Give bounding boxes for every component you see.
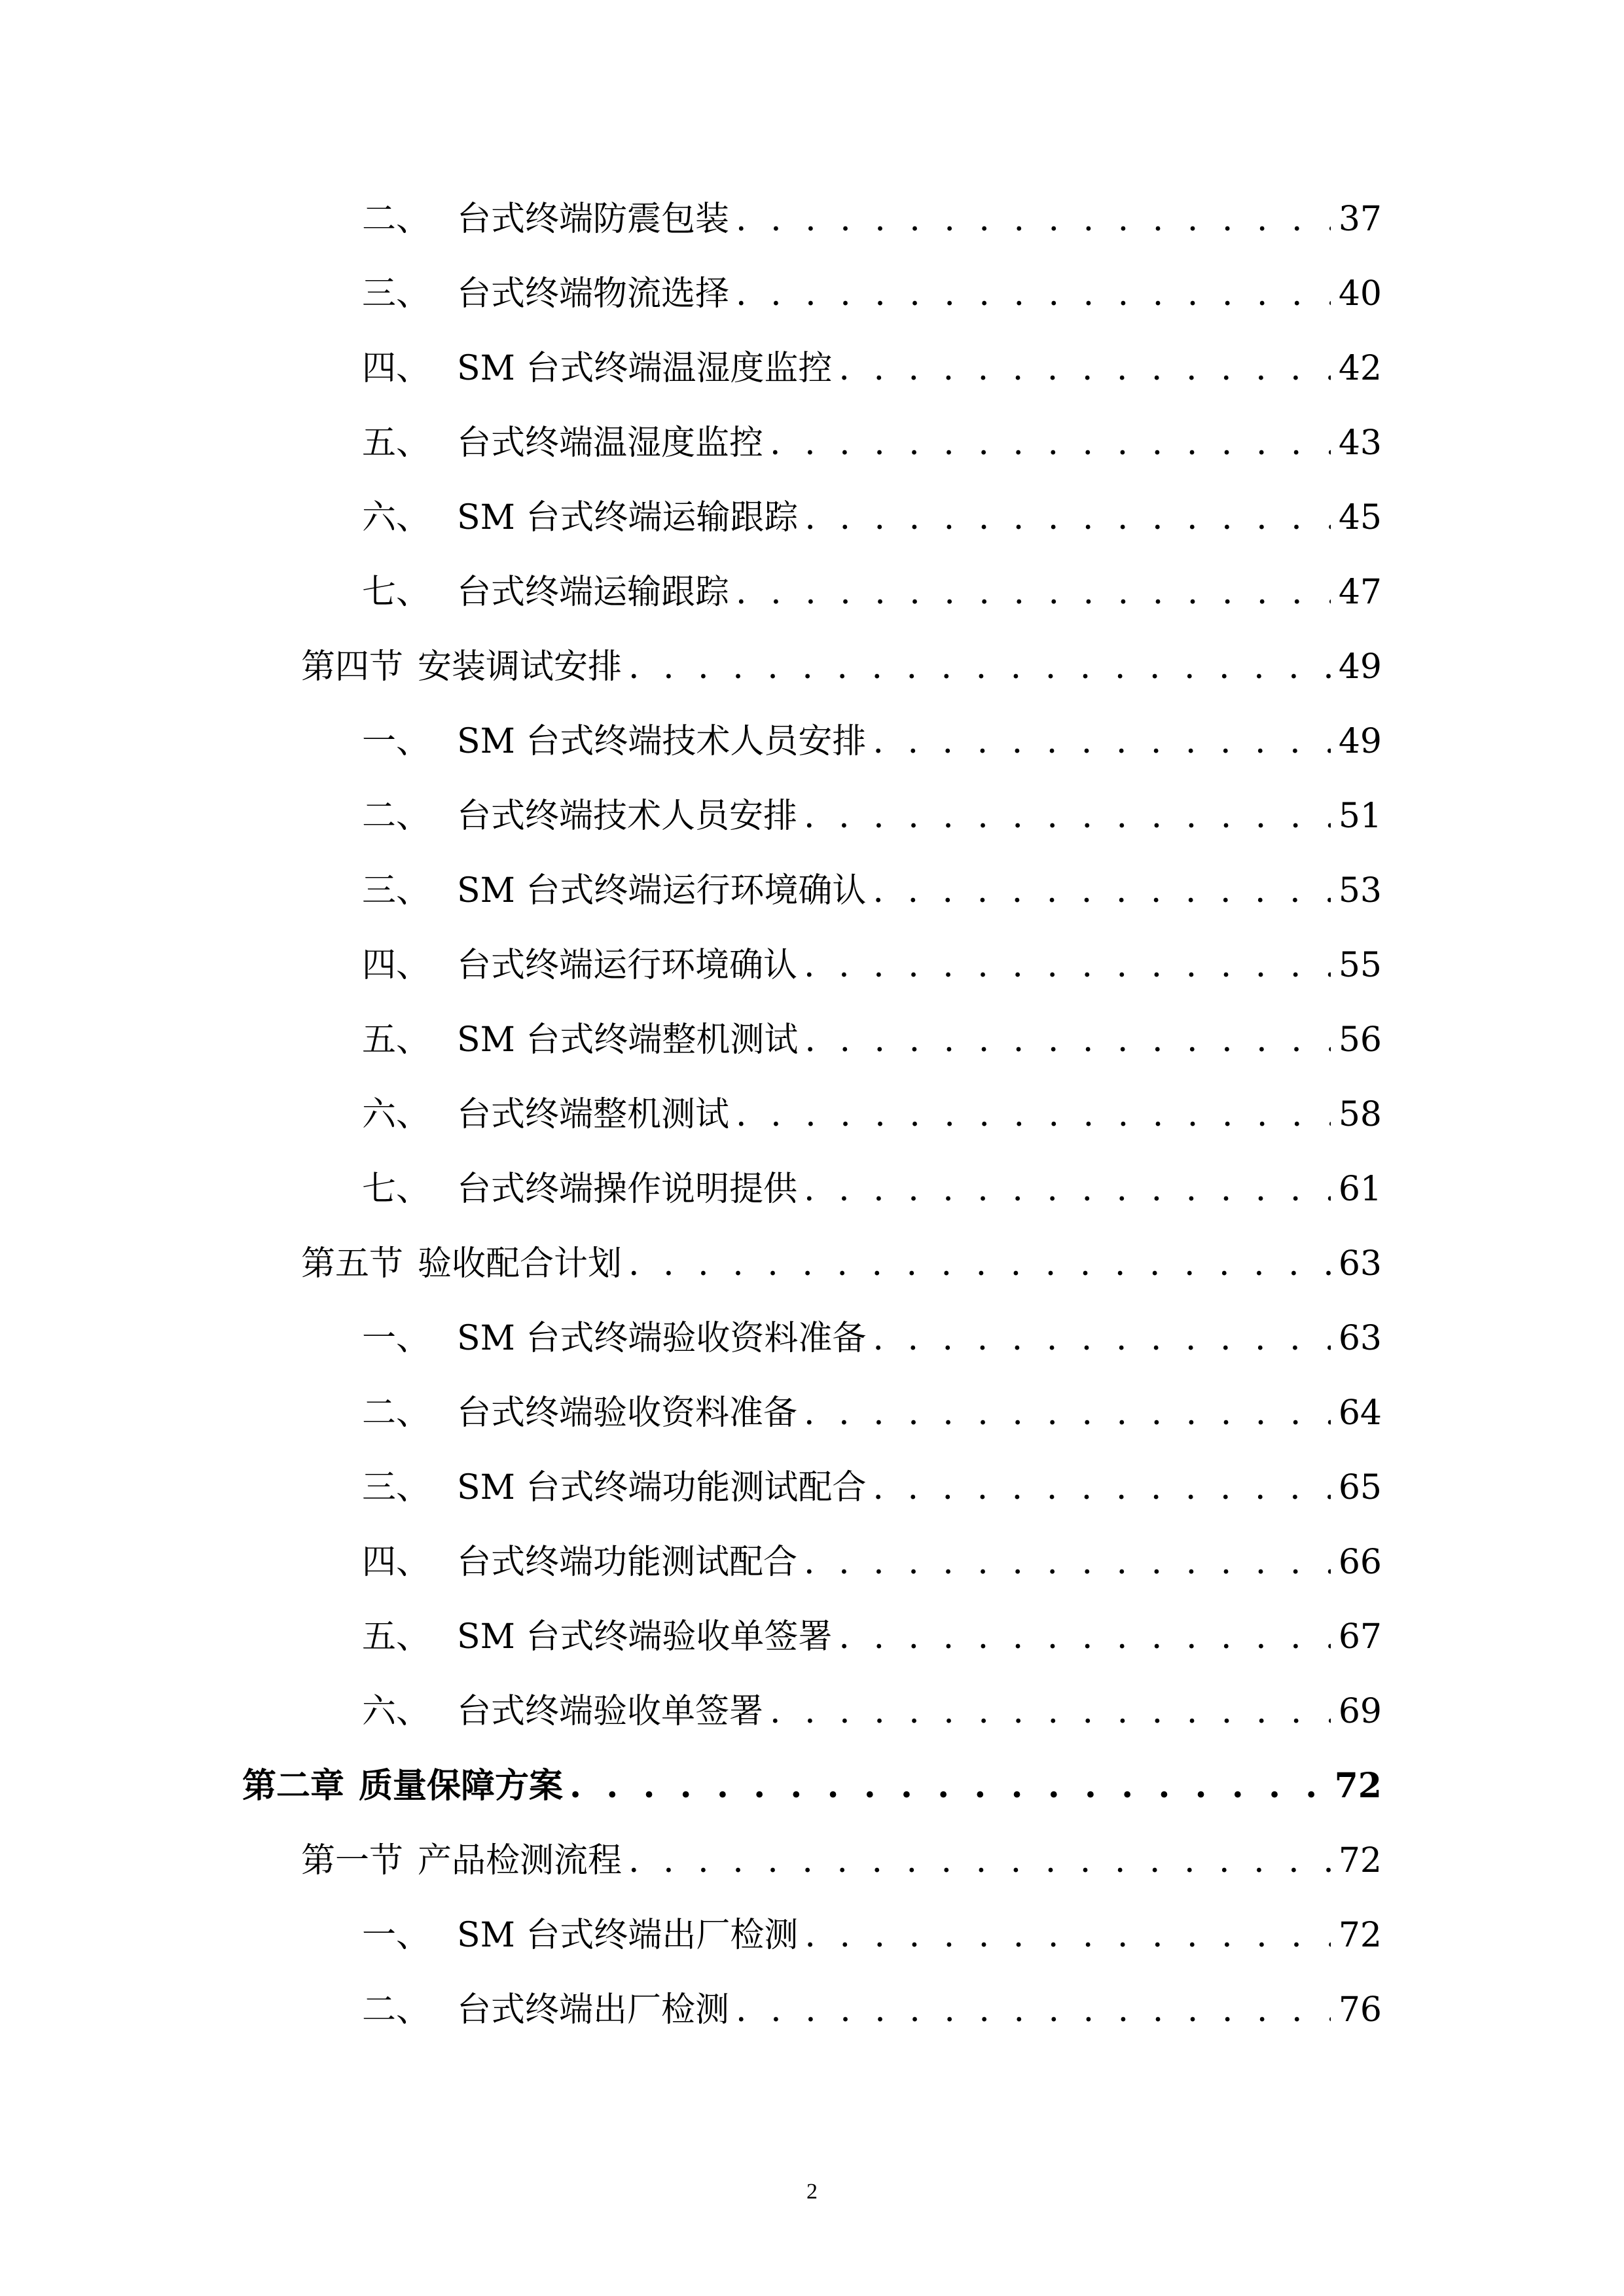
toc-leader-dots xyxy=(628,1234,1331,1293)
toc-chapter-entry[interactable] xyxy=(242,1757,1382,1816)
toc-leader-dots xyxy=(569,1757,1327,1816)
toc-entry-title: 台式终端温湿度监控 xyxy=(457,423,764,463)
toc-section-entry[interactable] xyxy=(301,1234,1382,1293)
toc-entry-page: 65 xyxy=(1338,1468,1382,1507)
toc-entry-title: SM 台式终端温湿度监控 xyxy=(457,349,833,388)
toc-entry-page: 49 xyxy=(1338,647,1382,687)
toc-entry[interactable] xyxy=(362,1309,1382,1368)
toc-leader-dots xyxy=(628,1831,1331,1890)
toc-entry-title: 台式终端技术人员安排 xyxy=(457,797,798,836)
toc-entry-page: 67 xyxy=(1338,1617,1382,1657)
toc-leader-dots xyxy=(804,787,1331,846)
toc-entry-number: 四、 xyxy=(362,946,431,985)
toc-entry-title: 台式终端验收资料准备 xyxy=(457,1393,798,1433)
toc-entry-page: 63 xyxy=(1338,1244,1382,1283)
toc-entry-page: 72 xyxy=(1334,1766,1382,1806)
toc-section-entry[interactable] xyxy=(301,1831,1382,1890)
toc-entry-page: 64 xyxy=(1338,1393,1382,1433)
toc-entry-page: 72 xyxy=(1338,1916,1382,1955)
toc-entry[interactable] xyxy=(362,712,1382,771)
toc-leader-dots xyxy=(839,1607,1330,1666)
toc-entry-page: 45 xyxy=(1338,498,1382,537)
toc-leader-dots xyxy=(804,1160,1331,1219)
toc-entry-number: 二、 xyxy=(362,200,431,239)
toc-leader-dots xyxy=(770,1682,1331,1741)
toc-entry-page: 37 xyxy=(1338,200,1382,239)
toc-entry-title: SM 台式终端功能测试配合 xyxy=(457,1468,867,1507)
toc-entry-number: 七、 xyxy=(362,573,431,612)
toc-entry-number: 一、 xyxy=(362,1319,431,1358)
toc-leader-dots xyxy=(736,563,1331,622)
toc-entry[interactable] xyxy=(362,1085,1382,1144)
toc-entry-title: 台式终端出厂检测 xyxy=(457,1990,730,2030)
toc-entry-title: 台式终端运行环境确认 xyxy=(457,946,798,985)
toc-leader-dots xyxy=(873,1309,1330,1368)
toc-entry[interactable] xyxy=(362,1981,1382,2039)
toc-entry-number: 七、 xyxy=(362,1170,431,1209)
toc-entry-title: 台式终端整机测试 xyxy=(457,1095,730,1134)
toc-entry-page: 47 xyxy=(1338,573,1382,612)
toc-entry-page: 72 xyxy=(1338,1841,1382,1880)
toc-entry-title: 产品检测流程 xyxy=(418,1841,623,1880)
toc-entry[interactable] xyxy=(362,264,1382,323)
toc-entry-number: 六、 xyxy=(362,498,431,537)
toc-entry-number: 三、 xyxy=(362,871,431,910)
toc-leader-dots xyxy=(770,414,1331,473)
toc-entry[interactable] xyxy=(362,1906,1382,1965)
toc-entry-number: 五、 xyxy=(362,1020,431,1060)
toc-entry[interactable] xyxy=(362,1458,1382,1517)
toc-entry-title: SM 台式终端验收单签署 xyxy=(457,1617,833,1657)
toc-entry-number: 二、 xyxy=(362,1990,431,2030)
toc-entry[interactable] xyxy=(362,1682,1382,1741)
toc-entry-page: 69 xyxy=(1338,1692,1382,1731)
toc-leader-dots xyxy=(736,264,1331,323)
toc-entry-number: 五、 xyxy=(362,1617,431,1657)
toc-entry-title: 安装调试安排 xyxy=(418,647,623,687)
toc-entry-title: 台式终端物流选择 xyxy=(457,274,730,314)
toc-entry-page: 40 xyxy=(1338,274,1382,314)
toc-entry-page: 42 xyxy=(1338,349,1382,388)
toc-leader-dots xyxy=(736,1085,1331,1144)
toc-leader-dots xyxy=(628,637,1331,696)
toc-entry[interactable] xyxy=(362,339,1382,398)
toc-entry-title: 台式终端运输跟踪 xyxy=(457,573,730,612)
toc-section-label: 第五节 xyxy=(301,1244,404,1283)
toc-leader-dots xyxy=(873,712,1330,771)
toc-leader-dots xyxy=(873,861,1330,920)
toc-entry[interactable] xyxy=(362,488,1382,547)
toc-entry-title: SM 台式终端运行环境确认 xyxy=(457,871,867,910)
toc-entry-number: 六、 xyxy=(362,1095,431,1134)
toc-leader-dots xyxy=(804,1384,1331,1443)
toc-entry[interactable] xyxy=(362,787,1382,846)
toc-entry-title: SM 台式终端整机测试 xyxy=(457,1020,799,1060)
toc-entry-page: 55 xyxy=(1338,946,1382,985)
toc-entry-number: 一、 xyxy=(362,1916,431,1955)
toc-leader-dots xyxy=(736,1981,1331,2039)
toc-entry-page: 43 xyxy=(1338,423,1382,463)
toc-leader-dots xyxy=(804,1011,1330,1069)
toc-entry[interactable] xyxy=(362,861,1382,920)
page-number: 2 xyxy=(806,2179,818,2204)
toc-entry-title: 台式终端验收单签署 xyxy=(457,1692,764,1731)
toc-entry[interactable] xyxy=(362,1533,1382,1592)
toc-entry-number: 三、 xyxy=(362,274,431,314)
toc-entry-number: 三、 xyxy=(362,1468,431,1507)
toc-entry[interactable] xyxy=(362,414,1382,473)
toc-entry-page: 76 xyxy=(1338,1990,1382,2030)
toc-entry-number: 二、 xyxy=(362,1393,431,1433)
toc-entry-page: 56 xyxy=(1338,1020,1382,1060)
toc-entry-title: SM 台式终端验收资料准备 xyxy=(457,1319,867,1358)
toc-entry-page: 53 xyxy=(1338,871,1382,910)
toc-entry-page: 51 xyxy=(1338,797,1382,836)
toc-leader-dots xyxy=(873,1458,1330,1517)
toc-entry-page: 66 xyxy=(1338,1543,1382,1582)
toc-entry[interactable] xyxy=(362,563,1382,622)
toc-entry-number: 二、 xyxy=(362,797,431,836)
toc-entry-title: 台式终端操作说明提供 xyxy=(457,1170,798,1209)
toc-entry[interactable] xyxy=(362,936,1382,995)
toc-entry-number: 一、 xyxy=(362,722,431,761)
toc-entry[interactable] xyxy=(362,1011,1382,1069)
toc-leader-dots xyxy=(804,1906,1330,1965)
toc-entry-number: 四、 xyxy=(362,1543,431,1582)
toc-entry[interactable] xyxy=(362,1384,1382,1443)
toc-entry-page: 49 xyxy=(1338,722,1382,761)
toc-entry[interactable] xyxy=(362,1160,1382,1219)
toc-leader-dots xyxy=(804,936,1331,995)
toc-entry-page: 61 xyxy=(1338,1170,1382,1209)
toc-chapter-label: 第二章 xyxy=(242,1766,345,1806)
toc-leader-dots xyxy=(804,1533,1331,1592)
toc-leader-dots xyxy=(736,190,1331,249)
toc-section-label: 第一节 xyxy=(301,1841,404,1880)
toc-entry-title: SM 台式终端出厂检测 xyxy=(457,1916,799,1955)
toc-entry-page: 63 xyxy=(1338,1319,1382,1358)
toc-entry-title: 台式终端功能测试配合 xyxy=(457,1543,798,1582)
toc-entry-number: 四、 xyxy=(362,349,431,388)
toc-entry-page: 58 xyxy=(1338,1095,1382,1134)
toc-entry[interactable] xyxy=(362,1607,1382,1666)
toc-entry-number: 五、 xyxy=(362,423,431,463)
toc-entry-title: 台式终端防震包装 xyxy=(457,200,730,239)
toc-entry-title: 质量保障方案 xyxy=(359,1766,564,1806)
toc-entry-number: 六、 xyxy=(362,1692,431,1731)
toc-section-entry[interactable] xyxy=(301,637,1382,696)
toc-entry-title: SM 台式终端运输跟踪 xyxy=(457,498,799,537)
toc-leader-dots xyxy=(839,339,1330,398)
toc-entry[interactable] xyxy=(362,190,1382,249)
toc-entry-title: 验收配合计划 xyxy=(418,1244,623,1283)
toc-entry-title: SM 台式终端技术人员安排 xyxy=(457,722,867,761)
toc-section-label: 第四节 xyxy=(301,647,404,687)
toc-leader-dots xyxy=(804,488,1330,547)
